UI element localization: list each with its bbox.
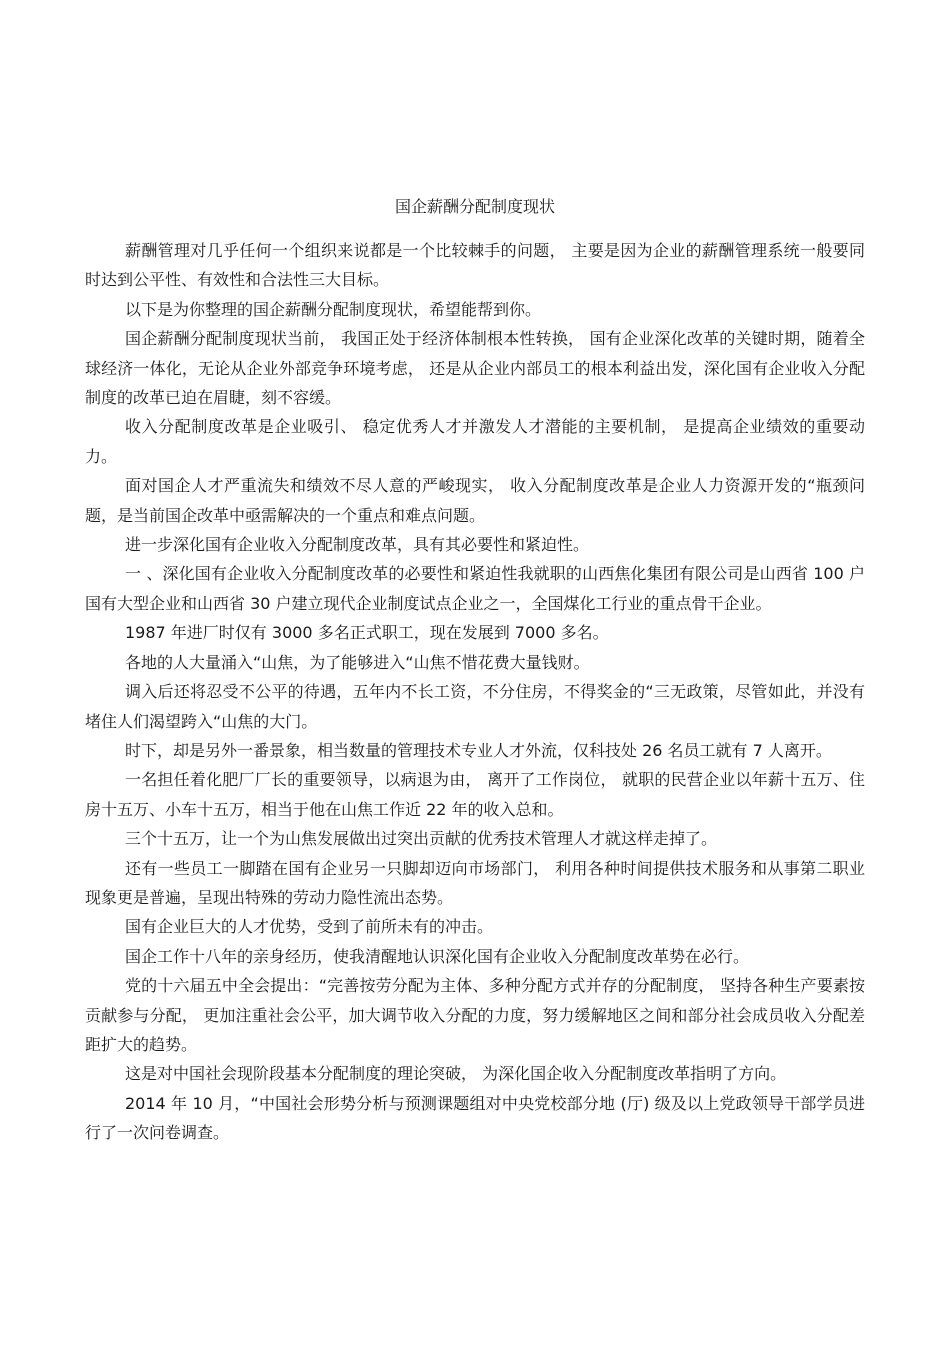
paragraph: 一名担任着化肥厂厂长的重要领导，以病退为由， 离开了工作岗位， 就职的民营企业以年薪十五万、住房十五万、小车十五万，相当于他在山焦工作近 22 年的收入总和。 — [85, 770, 865, 819]
paragraph: 2014 年 10 月，“中国社会形势分析与预测课题组对中央党校部分地 (厅) 级及以上党政领导干部学员进行了一次问卷调查。 — [85, 1093, 865, 1143]
paragraph: 国有企业巨大的人才优势，受到了前所未有的冲击。 — [125, 917, 494, 937]
paragraph: 薪酬管理对几乎任何一个组织来说都是一个比较棘手的问题， 主要是因为企业的薪酬管理系统一般要同时达到公平性、有效性和合法性三大目标。 — [85, 241, 865, 290]
paragraph: 1987 年进厂时仅有 3000 多名正式职工，现在发展到 7000 多名。 — [125, 623, 609, 643]
paragraph: 党的十六届五中全会提出：“完善按劳分配为主体、多种分配方式并存的分配制度， 坚持各种生产要素按贡献参与分配， 更加注重社会公平，加大调节收入分配的力度，努力缓解地区之间和部分社会成员收入分配差距扩大的趋势。 — [85, 976, 865, 1054]
paragraph: 这是对中国社会现阶段基本分配制度的理论突破， 为深化国企收入分配制度改革指明了方向。 — [125, 1064, 787, 1084]
paragraph: 国企薪酬分配制度现状当前， 我国正处于经济体制根本性转换， 国有企业深化改革的关键时期，随着全球经济一体化，无论从企业外部竞争环境考虑， 还是从企业内部员工的根本利益出发，深化国有企业收入分配制度的改革已迫在眉睫，刻不容缓。 — [85, 329, 865, 408]
paragraph: 时下，却是另外一番景象，相当数量的管理技术专业人才外流，仅科技处 26 名员工就有 7 人离开。 — [125, 740, 832, 760]
document-title: 国企薪酬分配制度现状 — [394, 197, 555, 216]
paragraph: 进一步深化国有企业收入分配制度改革，具有其必要性和紧迫性。 — [125, 535, 590, 555]
paragraph: 还有一些员工一脚踏在国有企业另一只脚却迈向市场部门， 利用各种时间提供技术服务和从事第二职业现象更是普遍，呈现出特殊的劳动力隐性流出态势。 — [85, 858, 865, 907]
paragraph: 国企工作十八年的亲身经历，使我清醒地认识深化国有企业收入分配制度改革势在必行。 — [125, 946, 750, 966]
paragraph: 调入后还将忍受不公平的待遇，五年内不长工资，不分住房，不得奖金的“三无政策，尽管如此，并没有堵住人们渴望跨入“山焦的大门。 — [85, 682, 865, 731]
paragraph: 各地的人大量涌入“山焦，为了能够进入“山焦不惜花费大量钱财。 — [125, 652, 590, 672]
paragraph: 三个十五万，让一个为山焦发展做出过突出贡献的优秀技术管理人才就这样走掉了。 — [125, 829, 718, 849]
paragraph: 以下是为你整理的国企薪酬分配制度现状，希望能帮到你。 — [125, 299, 542, 319]
document-body — [85, 236, 865, 1148]
paragraph: 收入分配制度改革是企业吸引、 稳定优秀人才并激发人才潜能的主要机制， 是提高企业绩效的重要动力。 — [85, 417, 865, 466]
paragraph: 一 、深化国有企业收入分配制度改革的必要性和紧迫性我就职的山西焦化集团有限公司是山西省 100 户国有大型企业和山西省 30 户建立现代企业制度试点企业之一，全国煤化工行业的重点骨干企业。 — [85, 564, 865, 613]
paragraph: 面对国企人才严重流失和绩效不尽人意的严峻现实， 收入分配制度改革是企业人力资源开发的“瓶颈问题，是当前国企改革中亟需解决的一个重点和难点问题。 — [85, 476, 865, 525]
